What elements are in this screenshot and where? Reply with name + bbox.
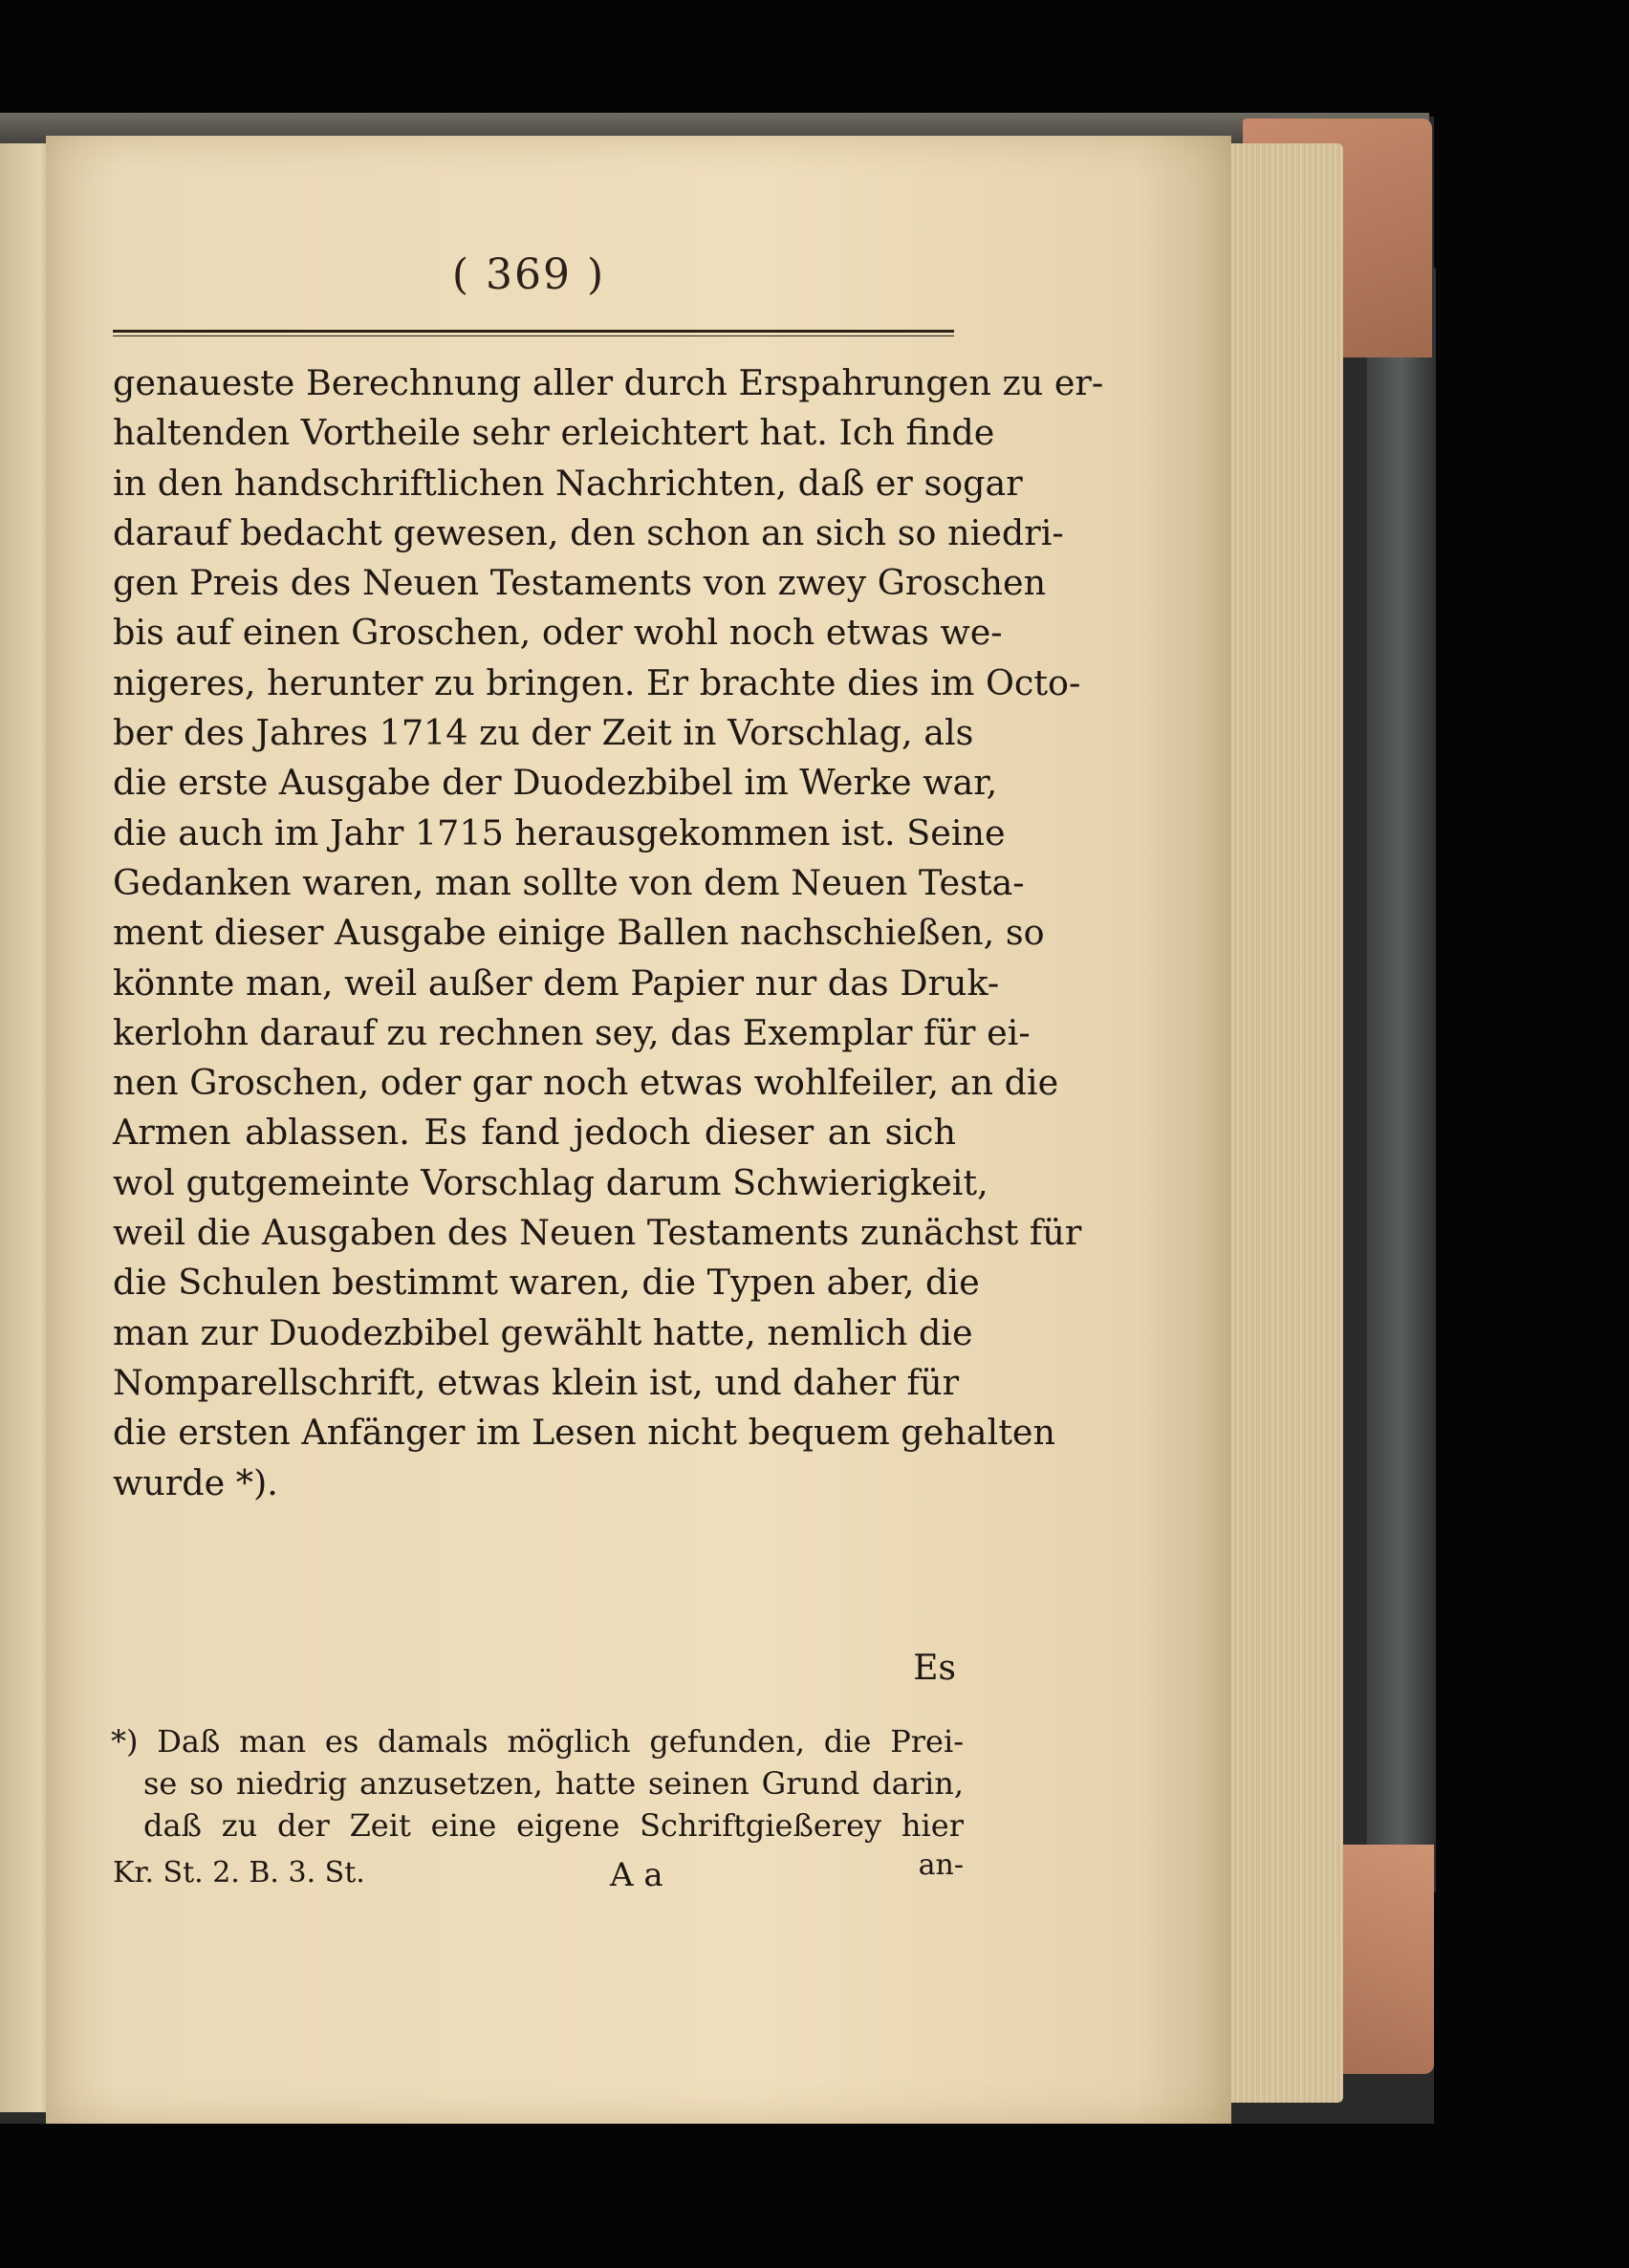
text-line: in den handschriftlichen Nachrichten, daß er sogar — [113, 462, 1023, 504]
text-line: nen Groschen, oder gar noch etwas wohlfeiler, an die — [113, 1062, 1059, 1104]
text-line: genaueste Berechnung aller durch Erspahrungen zu er- — [113, 362, 1104, 403]
text-line: die auch im Jahr 1715 herausgekommen ist. Seine — [113, 811, 1006, 853]
text-line: Nomparellschrift, etwas klein ist, und daher für — [113, 1361, 960, 1403]
text-line: nigeres, herunter zu bringen. Er brachte dies im Octo- — [113, 661, 1081, 703]
text-line: wol gutgemeinte Vorschlag darum Schwierigkeit, — [113, 1161, 988, 1203]
text-line: kerlohn darauf zu rechnen sey, das Exemplar für ei- — [113, 1011, 1031, 1053]
main-text — [113, 358, 1104, 1508]
footnote-catchword: an- — [918, 1848, 964, 1882]
catchword: Es — [913, 1649, 956, 1688]
text-line: haltenden Vortheile sehr erleichtert hat. Ich finde — [113, 412, 995, 454]
page-number-header: ( 369 ) — [451, 250, 606, 299]
text-line: weil die Ausgaben des Neuen Testaments zunächst für — [113, 1212, 1082, 1254]
text-line: gen Preis des Neuen Testaments von zwey Groschen — [113, 562, 1047, 604]
text-line: Gedanken waren, man sollte von dem Neuen Testa- — [113, 861, 1025, 903]
text-line: wurde *). — [113, 1461, 278, 1503]
text-line: die Schulen bestimmt waren, die Typen aber, die — [113, 1262, 980, 1304]
text-line: die erste Ausgabe der Duodezbibel im Werke war, — [113, 762, 998, 804]
footnote-line: *) Daß man es damals möglich gefunden, die Prei- — [111, 1723, 964, 1760]
text-line: Armen ablassen. Es fand jedoch dieser an sich — [113, 1112, 956, 1154]
text-line: ber des Jahres 1714 zu der Zeit in Vorschlag, als — [113, 712, 974, 754]
back-board — [1367, 268, 1436, 1892]
text-line: die ersten Anfänger im Lesen nicht bequem gehalten — [113, 1412, 1055, 1454]
text-line: könnte man, weil außer dem Papier nur das Druk- — [113, 961, 1000, 1004]
signature-abbreviation: Kr. St. 2. B. 3. St. — [113, 1856, 365, 1890]
text-line: man zur Duodezbibel gewählt hatte, nemlich die — [113, 1311, 973, 1353]
footnote-line: daß zu der Zeit eine eigene Schriftgießerey hier — [143, 1807, 964, 1844]
signature-mark: A a — [610, 1856, 663, 1894]
header-rule — [113, 330, 954, 336]
footnote — [111, 1720, 964, 1847]
signature-line — [113, 1848, 964, 1898]
footnote-line: se so niedrig anzusetzen, hatte seinen Grund darin, — [143, 1765, 964, 1802]
text-line: ment dieser Ausgabe einige Ballen nachschießen, so — [113, 912, 1045, 954]
text-line: bis auf einen Groschen, oder wohl noch etwas we- — [113, 612, 1003, 654]
text-line: darauf bedacht gewesen, den schon an sich so niedri- — [113, 511, 1064, 553]
